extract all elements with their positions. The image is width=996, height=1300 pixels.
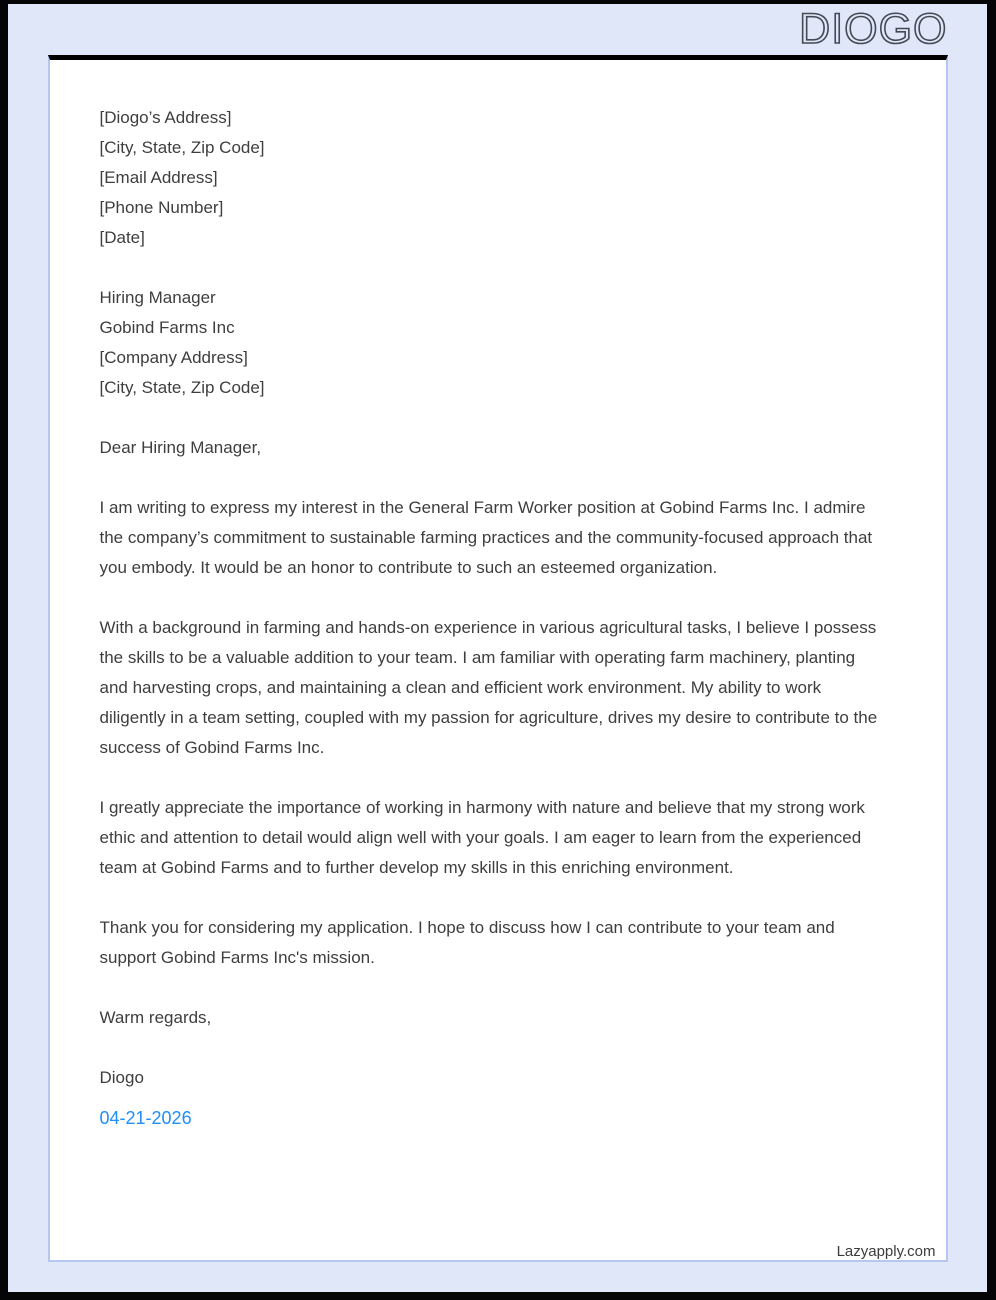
recipient-address-line: [Company Address] [99, 348, 248, 367]
salutation: Dear Hiring Manager, [99, 438, 262, 457]
brand-logo: DIOGO [799, 5, 948, 53]
date-link[interactable]: 04-21-2026 [99, 1108, 192, 1128]
body-paragraph-4: Thank you for considering my application. I hope to discuss how I can contribute to your team and support Gobind Farms Inc's mission. [99, 918, 835, 967]
recipient-city-line: [City, State, Zip Code] [99, 378, 265, 397]
header [48, 4, 948, 55]
lazyapply-watermark-link[interactable]: Lazyapply.com [836, 1243, 936, 1260]
sender-email-line: [Email Address] [99, 168, 218, 187]
recipient-company-line: Gobind Farms Inc [99, 318, 235, 337]
body-paragraph-3: I greatly appreciate the importance of working in harmony with nature and believe that my strong work ethic and attention to detail would align well with your goals. I am eager to learn from the experienced team at Gobind Farms and to further develop my skills in this enriching environment. [99, 798, 865, 877]
body-paragraph-1: I am writing to express my interest in the General Farm Worker position at Gobind Farms Inc. I admire the company’s commitment to sustainable farming practices and the community-focused approach that you embody. It would be an honor to contribute to such an esteemed organization. [99, 498, 873, 577]
sender-city-line: [City, State, Zip Code] [99, 138, 265, 157]
letter-content [50, 60, 946, 1134]
closing-line: Warm regards, [99, 1008, 212, 1027]
sender-phone-line: [Phone Number] [99, 198, 224, 217]
sender-date-line: [Date] [99, 228, 145, 247]
sender-address-block [100, 103, 896, 253]
recipient-name-line: Hiring Manager [99, 288, 216, 307]
letter-page [48, 55, 948, 1262]
body-paragraph-2: With a background in farming and hands-on experience in various agricultural tasks, I believe I possess the skills to be a valuable addition to your team. I am familiar with operating farm machinery, planting and harvesting crops, and maintaining a clean and efficient work environment. My ability to work diligently in a team setting, coupled with my passion for agriculture, drives my desire to contribute to the success of Gobind Farms Inc. [99, 618, 878, 757]
recipient-address-block [100, 283, 896, 403]
signature-name: Diogo [99, 1068, 144, 1087]
sender-address-line: [Diogo’s Address] [99, 108, 232, 127]
